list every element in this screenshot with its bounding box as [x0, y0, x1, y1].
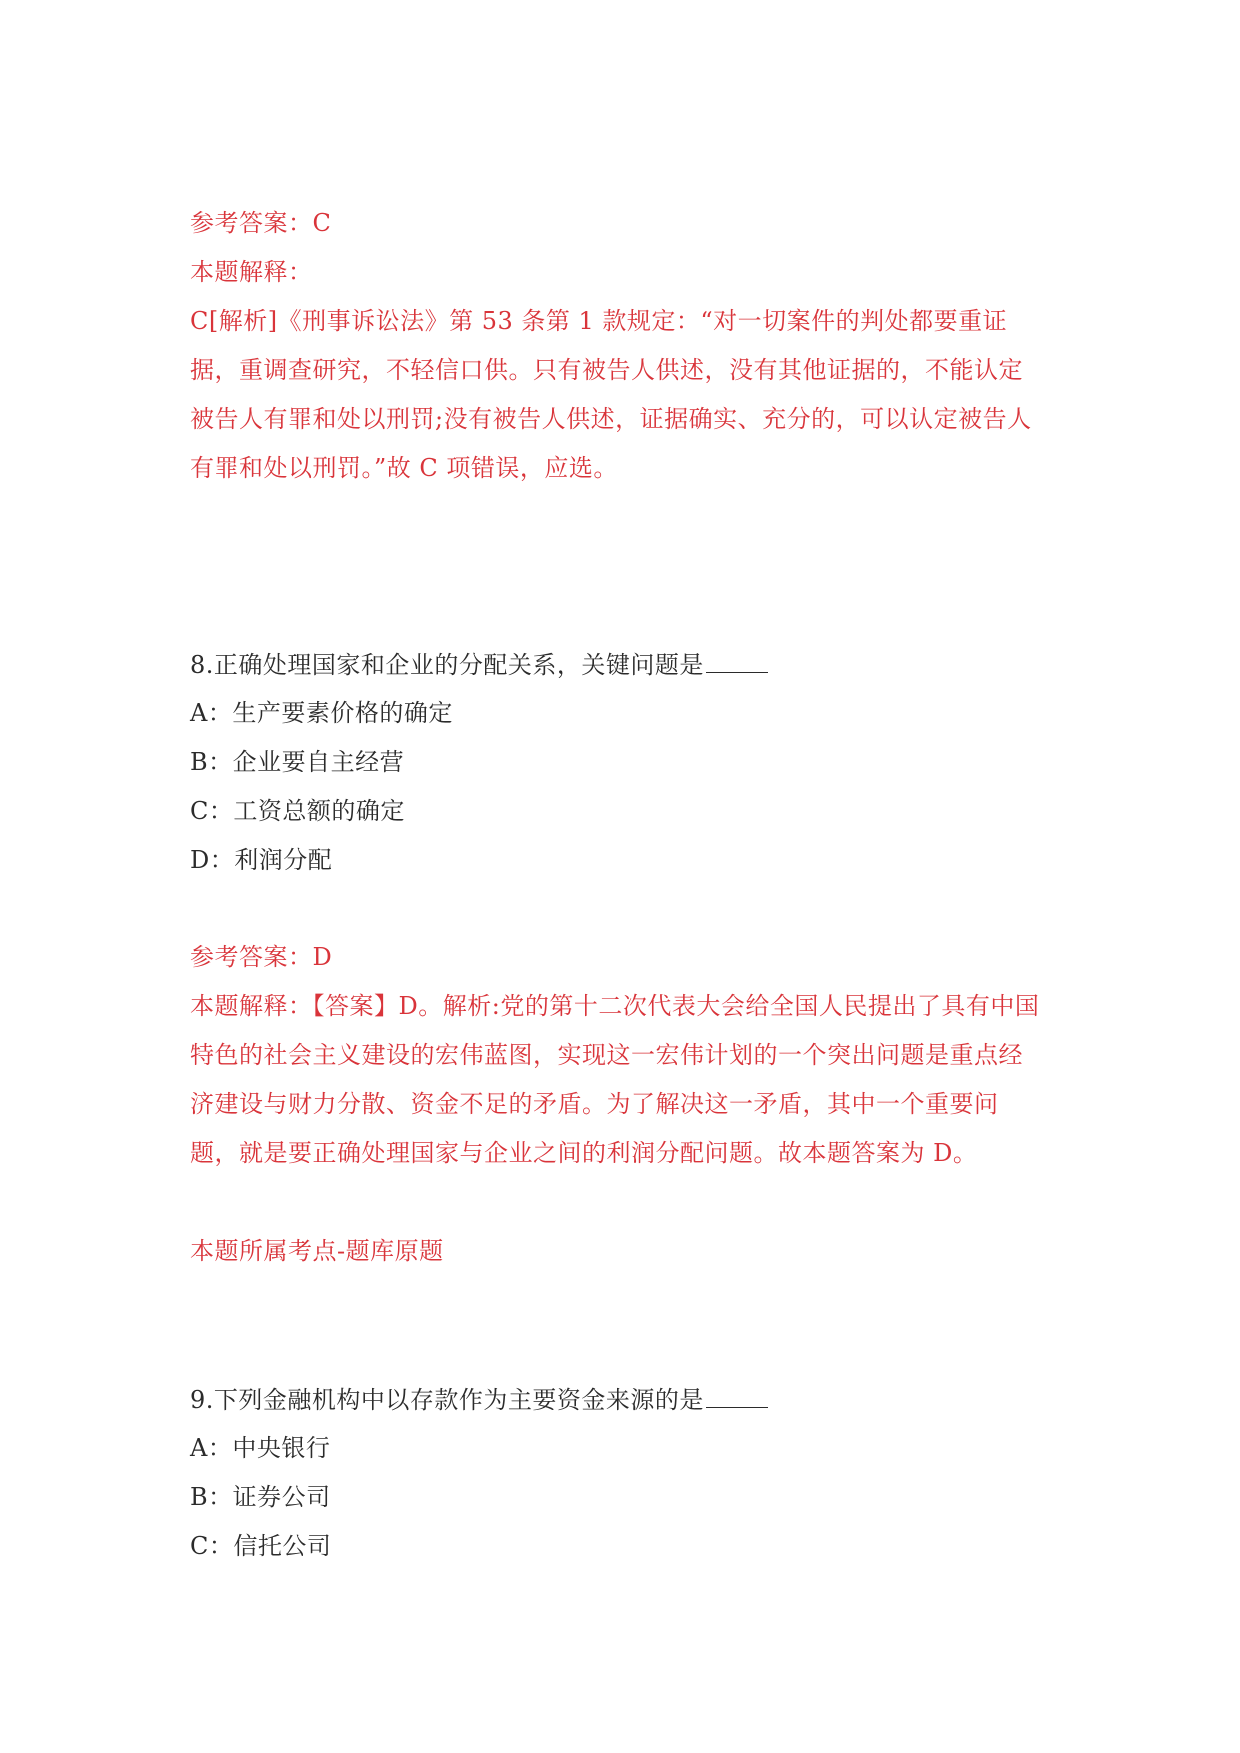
q8-option-c: C：工资总额的确定 [190, 797, 405, 825]
q7-explanation-line: 据，重调查研究，不轻信口供。只有被告人供述，没有其他证据的，不能认定 [190, 356, 1023, 384]
q8-option-b: B：企业要自主经营 [190, 748, 405, 776]
q8-explanation-line: 特色的社会主义建设的宏伟蓝图，实现这一宏伟计划的一个突出问题是重点经 [190, 1041, 1023, 1069]
q9-option-c: C：信托公司 [190, 1532, 332, 1560]
q8-question [190, 646, 1070, 682]
q7-explanation-line: 有罪和处以刑罚。”故 C 项错误，应选。 [190, 454, 618, 482]
q8-question-text: 8.正确处理国家和企业的分配关系，关键问题是 [190, 651, 704, 679]
q7-explanation-label: 本题解释： [190, 258, 313, 286]
q8-topic: 本题所属考点-题库原题 [190, 1237, 444, 1265]
q9-option-b: B：证券公司 [190, 1483, 331, 1511]
q9-option-a: A：中央银行 [190, 1434, 331, 1462]
q7-explanation-line: C[解析]《刑事诉讼法》第 53 条第 1 款规定：“对一切案件的判处都要重证 [190, 307, 1008, 335]
q9-question-text: 9.下列金融机构中以存款作为主要资金来源的是 [190, 1386, 704, 1414]
q8-option-a: A：生产要素价格的确定 [190, 699, 453, 727]
q7-explanation-line: 被告人有罪和处以刑罚;没有被告人供述，证据确实、充分的，可以认定被告人 [190, 405, 1032, 433]
q8-explanation-line: 济建设与财力分散、资金不足的矛盾。为了解决这一矛盾，其中一个重要问 [190, 1090, 999, 1118]
q9-question [190, 1381, 1070, 1417]
q9-answer-blank [706, 1381, 768, 1408]
q8-reference-answer: 参考答案：D [190, 943, 333, 971]
q8-explanation-line: 题，就是要正确处理国家与企业之间的利润分配问题。故本题答案为 D。 [190, 1139, 978, 1167]
q8-option-d: D：利润分配 [190, 846, 333, 874]
q7-reference-answer: 参考答案：C [190, 209, 332, 237]
q8-answer-blank [706, 646, 768, 673]
q8-explanation-line: 本题解释：【答案】D。解析:党的第十二次代表大会给全国人民提出了具有中国 [190, 992, 1040, 1020]
